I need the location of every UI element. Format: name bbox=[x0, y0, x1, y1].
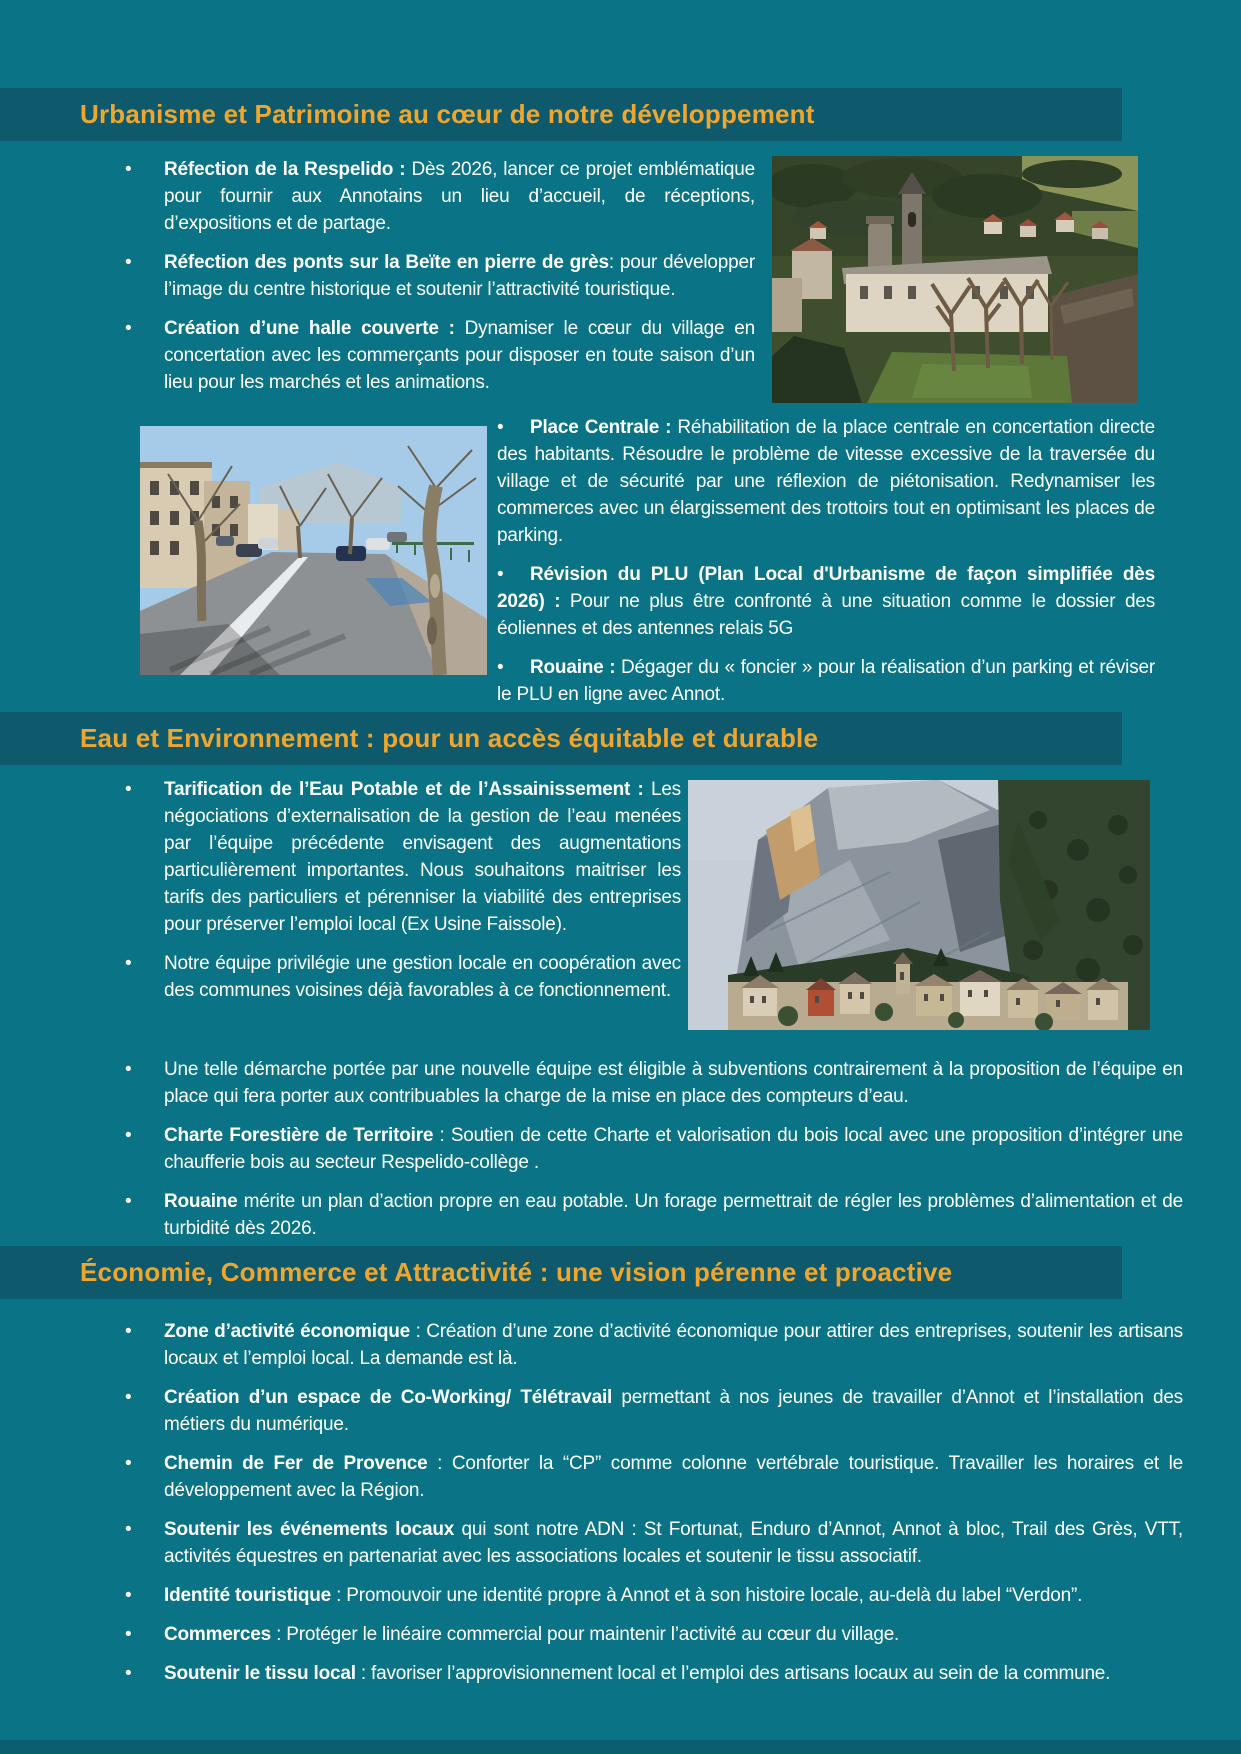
bullet-lead: Soutenir les événements locaux bbox=[164, 1519, 455, 1540]
bullet-text bbox=[497, 657, 1155, 705]
bullet-body: Notre équipe privilégie une gestion locale en coopération avec des communes voisines déjà favorables à ce fonctionnement. bbox=[164, 953, 681, 1001]
bullet-body: : pour développer l’image du centre historique et soutenir l’attractivité touristique. bbox=[164, 252, 755, 300]
urbanisme-right-bullets bbox=[497, 414, 1155, 720]
bullet-text bbox=[164, 249, 755, 303]
bullet-text bbox=[164, 1582, 1183, 1609]
bullet-lead: Tarification de l’Eau Potable et de l’Assainissement : bbox=[164, 779, 651, 800]
bullet-lead: Révision du PLU (Plan Local d'Urbanisme de façon simplifiée dès 2026) : bbox=[497, 564, 1155, 612]
bullet-lead: Commerces bbox=[164, 1624, 271, 1645]
bullet-icon: • bbox=[125, 1624, 132, 1645]
list-item bbox=[125, 1660, 1183, 1687]
bullet-text bbox=[164, 1516, 1183, 1570]
list-item bbox=[125, 1621, 1183, 1648]
urbanisme-left-bullets bbox=[125, 156, 755, 408]
list-item bbox=[125, 1122, 1183, 1176]
section-header-economie bbox=[0, 1246, 1122, 1299]
bullet-icon: • bbox=[125, 1059, 132, 1080]
bullet-body: permettant à nos jeunes de travailler d’Annot et l’installation des métiers du numérique. bbox=[164, 1387, 1183, 1435]
bullet-lead: Création d’une halle couverte : bbox=[164, 318, 465, 339]
bullet-icon: • bbox=[125, 1585, 132, 1606]
bullet-icon: • bbox=[125, 1387, 132, 1408]
list-item bbox=[125, 950, 681, 1004]
list-item bbox=[125, 1450, 1183, 1504]
section-header-urbanisme bbox=[0, 88, 1122, 141]
bullet-icon: • bbox=[125, 1519, 132, 1540]
bullet-body: : Promouvoir une identité propre à Annot et à son histoire locale, au-delà du label “Verdon”. bbox=[331, 1585, 1083, 1606]
bullet-text bbox=[164, 1621, 1183, 1648]
bullet-lead: Chemin de Fer de Provence bbox=[164, 1453, 428, 1474]
list-item bbox=[497, 414, 1155, 549]
list-item bbox=[125, 1318, 1183, 1372]
bullet-lead: Rouaine bbox=[164, 1191, 238, 1212]
list-item bbox=[125, 156, 755, 237]
bullet-icon: • bbox=[497, 564, 504, 585]
list-item bbox=[125, 249, 755, 303]
bullet-body: Réhabilitation de la place centrale en concertation directe des habitants. Résoudre le problème de vitesse excessive de la traversée du village et de sécurité par une réflexion de piétonisation. Redynamiser les commerces avec un élargissement des trottoirs tout en optimisant les places de parking. bbox=[497, 417, 1155, 546]
list-item bbox=[497, 654, 1155, 708]
section-title-economie: Économie, Commerce et Attractivité : une vision pérenne et proactive bbox=[80, 1257, 953, 1287]
bullet-icon: • bbox=[125, 1125, 132, 1146]
bullet-icon: • bbox=[125, 1453, 132, 1474]
list-item bbox=[125, 1384, 1183, 1438]
bullet-lead: Réfection des ponts sur la Beïte en pierre de grès bbox=[164, 252, 609, 273]
annot-street-illustration bbox=[140, 426, 487, 675]
bullet-lead: Zone d’activité économique bbox=[164, 1321, 410, 1342]
bullet-text bbox=[164, 1450, 1183, 1504]
bullet-text bbox=[164, 1188, 1183, 1242]
bullet-lead: Rouaine : bbox=[530, 657, 622, 678]
bullet-icon: • bbox=[125, 252, 132, 273]
bullet-text bbox=[164, 156, 755, 237]
bullet-text bbox=[164, 1660, 1183, 1687]
section-title-eau: Eau et Environnement : pour un accès équitable et durable bbox=[80, 723, 819, 753]
bullet-body: Dès 2026, lancer ce projet emblématique pour fournir aux Annotains un lieu d’accueil, de réceptions, d’expositions et de partage. bbox=[164, 159, 755, 234]
bullet-text bbox=[164, 776, 681, 938]
list-item bbox=[125, 315, 755, 396]
eau-full-bullets bbox=[125, 1056, 1183, 1254]
bullet-text bbox=[497, 564, 1155, 639]
annot-village-illustration bbox=[772, 156, 1138, 403]
bullet-text bbox=[164, 315, 755, 396]
bullet-lead: Soutenir le tissu local bbox=[164, 1663, 356, 1684]
list-item bbox=[125, 1516, 1183, 1570]
bullet-lead: Place Centrale : bbox=[530, 417, 678, 438]
bullet-body: Les négociations d’externalisation de la gestion de l’eau menées par l’équipe précédente envisagent des augmentations particulièrement importantes. Nous souhaitons maitriser les tarifs des particuliers et pérenniser la viabilité des entreprises pour préserver l’emploi local (Ex Usine Faissole). bbox=[164, 779, 681, 935]
bullet-icon: • bbox=[125, 1191, 132, 1212]
list-item bbox=[125, 1582, 1183, 1609]
list-item bbox=[497, 561, 1155, 642]
bullet-text bbox=[164, 1318, 1183, 1372]
section-header-eau bbox=[0, 712, 1122, 765]
annot-village-photo bbox=[772, 156, 1138, 403]
bullet-icon: • bbox=[125, 1663, 132, 1684]
economie-bullets bbox=[125, 1318, 1183, 1699]
bullet-lead: Charte Forestière de Territoire bbox=[164, 1125, 434, 1146]
bullet-icon: • bbox=[497, 417, 504, 438]
bullet-body: Dynamiser le cœur du village en concertation avec les commerçants pour disposer en toute saison d’un lieu pour les marchés et les animations. bbox=[164, 318, 755, 393]
bullet-body: : Création d’une zone d’activité économique pour attirer des entreprises, soutenir les artisans locaux et l’emploi local. La demande est là. bbox=[164, 1321, 1183, 1369]
list-item bbox=[125, 1056, 1183, 1110]
mountain-village-illustration bbox=[688, 780, 1150, 1030]
bullet-body: : Soutien de cette Charte et valorisation du bois local avec une proposition d’intégrer une chaufferie bois au secteur Respelido-collège . bbox=[164, 1125, 1183, 1173]
bullet-icon: • bbox=[125, 159, 132, 180]
bullet-body: : favoriser l’approvisionnement local et l’emploi des artisans locaux au sein de la commune. bbox=[355, 1663, 1111, 1684]
bullet-body: : Conforter la “CP” comme colonne vertébrale touristique. Travailler les horaires et le développement avec la Région. bbox=[164, 1453, 1183, 1501]
bullet-icon: • bbox=[125, 1321, 132, 1342]
mountain-village-photo bbox=[688, 780, 1150, 1030]
bullet-lead: Identité touristique bbox=[164, 1585, 332, 1606]
bullet-body: qui sont notre ADN : St Fortunat, Enduro d’Annot, Annot à bloc, Trail des Grès, VTT, activités équestres en partenariat avec les associations locales et soutenir le tissu associatif. bbox=[164, 1519, 1183, 1567]
bullet-body: Dégager du « foncier » pour la réalisation d’un parking et réviser le PLU en ligne avec Annot. bbox=[497, 657, 1155, 705]
bullet-lead: Réfection de la Respelido : bbox=[164, 159, 412, 180]
bullet-text bbox=[497, 417, 1155, 546]
bullet-lead: Création d’un espace de Co-Working/ Télétravail bbox=[164, 1387, 613, 1408]
bullet-body: mérite un plan d’action propre en eau potable. Un forage permettrait de régler les problèmes d’alimentation et de turbidité dès 2026. bbox=[164, 1191, 1183, 1239]
annot-street-photo bbox=[140, 426, 487, 675]
section-title-urbanisme: Urbanisme et Patrimoine au cœur de notre développement bbox=[80, 99, 815, 129]
eau-left-bullets bbox=[125, 776, 681, 1016]
list-item bbox=[125, 1188, 1183, 1242]
bullet-body: Pour ne plus être confronté à une situation comme le dossier des éoliennes et des antennes relais 5G bbox=[497, 591, 1155, 639]
bullet-text bbox=[164, 1384, 1183, 1438]
bullet-icon: • bbox=[125, 318, 132, 339]
bullet-text bbox=[164, 1122, 1183, 1176]
list-item bbox=[125, 776, 681, 938]
bullet-icon: • bbox=[125, 779, 132, 800]
bullet-body: : Protéger le linéaire commercial pour maintenir l’activité au cœur du village. bbox=[270, 1624, 900, 1645]
footer-band bbox=[0, 1740, 1241, 1754]
bullet-icon: • bbox=[497, 657, 504, 678]
bullet-text bbox=[164, 950, 681, 1004]
bullet-body: Une telle démarche portée par une nouvelle équipe est éligible à subventions contrairement à la proposition de l’équipe en place qui fera porter aux contribuables la charge de la mise en place des compteurs d’eau. bbox=[164, 1059, 1183, 1107]
bullet-icon: • bbox=[125, 953, 132, 974]
bullet-text bbox=[164, 1056, 1183, 1110]
